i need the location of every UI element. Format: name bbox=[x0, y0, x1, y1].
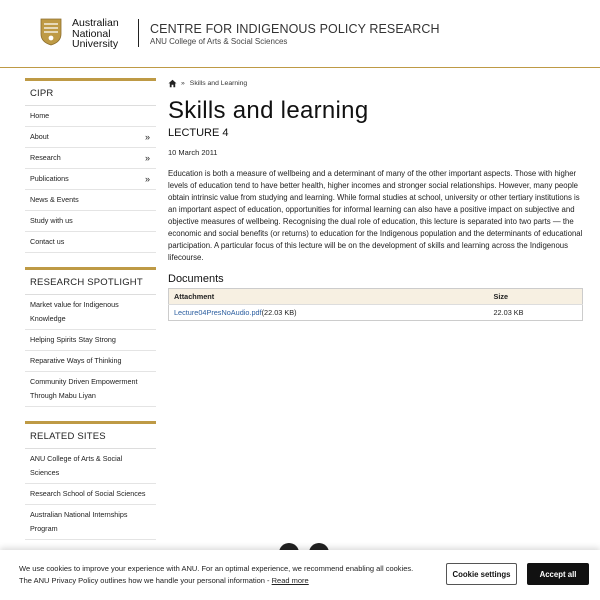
spotlight-item[interactable] bbox=[25, 351, 156, 372]
table-row bbox=[169, 305, 583, 321]
sidebar-item-label: Home bbox=[30, 111, 50, 120]
cookie-text bbox=[19, 563, 419, 587]
sidebar-item-label: News & Events bbox=[30, 195, 79, 204]
home-icon[interactable] bbox=[168, 79, 177, 88]
logo-line-2: National bbox=[72, 27, 111, 40]
sidebar-item-label: Research bbox=[30, 153, 61, 162]
attachment-inline-size: (22.03 KB) bbox=[261, 308, 297, 317]
spotlight-item-label: Community Driven Empowerment Through Mabu Liyan bbox=[30, 377, 138, 400]
related-item-label: Research School of Social Sciences bbox=[30, 489, 146, 498]
sidebar-item-publications[interactable] bbox=[25, 169, 156, 190]
header-divider bbox=[138, 19, 139, 47]
attachment-cell bbox=[169, 305, 489, 321]
chevron-right-double-icon[interactable]: » bbox=[144, 132, 150, 142]
documents-heading: Documents bbox=[168, 273, 224, 285]
chevron-right-double-icon[interactable]: » bbox=[144, 174, 150, 184]
related-item-label: ANU College of Arts & Social Sciences bbox=[30, 454, 123, 477]
cookie-settings-button[interactable]: Cookie settings bbox=[446, 563, 517, 585]
logo-line-1: Australian bbox=[72, 17, 119, 29]
size-cell: 22.03 KB bbox=[489, 305, 583, 321]
spotlight-item[interactable] bbox=[25, 330, 156, 351]
related-item[interactable] bbox=[25, 505, 156, 540]
sidebar-item-news-events[interactable] bbox=[25, 190, 156, 211]
breadcrumb-current: Skills and Learning bbox=[189, 80, 248, 87]
logo-line-3: University bbox=[72, 38, 119, 50]
column-header-size: Size bbox=[489, 289, 583, 305]
spotlight-item-label: Helping Spirits Stay Strong bbox=[30, 335, 116, 344]
sidebar-item-label: Publications bbox=[30, 174, 69, 183]
anu-logo[interactable] bbox=[40, 18, 130, 50]
breadcrumb bbox=[168, 78, 583, 89]
publish-date: 10 March 2011 bbox=[168, 148, 218, 157]
related-item-label: Australian National Internships Program bbox=[30, 510, 128, 533]
read-more-link[interactable]: Read more bbox=[271, 576, 309, 585]
page-subtitle: LECTURE 4 bbox=[168, 127, 229, 139]
sidebar-nav-heading[interactable]: CIPR bbox=[25, 81, 156, 106]
cookie-banner bbox=[0, 550, 600, 600]
sidebar-item-label: About bbox=[30, 132, 49, 141]
sidebar-spotlight bbox=[25, 267, 156, 407]
sidebar-related bbox=[25, 421, 156, 540]
sidebar-item-label: Study with us bbox=[30, 216, 73, 225]
sidebar bbox=[25, 78, 156, 554]
accept-all-button[interactable]: Accept all bbox=[527, 563, 589, 585]
sidebar-item-about[interactable] bbox=[25, 127, 156, 148]
spotlight-item-label: Reparative Ways of Thinking bbox=[30, 356, 122, 365]
anu-crest-icon bbox=[40, 18, 62, 46]
spotlight-item[interactable] bbox=[25, 295, 156, 330]
main-content bbox=[168, 78, 583, 321]
sidebar-item-study[interactable] bbox=[25, 211, 156, 232]
sidebar-nav bbox=[25, 78, 156, 253]
spotlight-item[interactable] bbox=[25, 372, 156, 407]
related-heading: RELATED SITES bbox=[25, 424, 156, 449]
column-header-attachment: Attachment bbox=[169, 289, 489, 305]
related-item[interactable] bbox=[25, 449, 156, 484]
site-header bbox=[0, 0, 600, 68]
chevron-right-double-icon[interactable]: » bbox=[144, 153, 150, 163]
sidebar-item-contact[interactable] bbox=[25, 232, 156, 253]
page-title: Skills and learning bbox=[168, 97, 369, 124]
attachment-link[interactable]: Lecture04PresNoAudio.pdf bbox=[174, 308, 262, 317]
sidebar-item-label: Contact us bbox=[30, 237, 65, 246]
related-item[interactable] bbox=[25, 484, 156, 505]
sidebar-item-home[interactable] bbox=[25, 106, 156, 127]
table-header-row bbox=[169, 289, 583, 305]
cookie-message: We use cookies to improve your experience with ANU. For an optimal experience, we recommend enabling all cookies. The ANU Privacy Policy outlines how we handle your personal information - bbox=[19, 564, 414, 585]
site-subtitle[interactable]: ANU College of Arts & Social Sciences bbox=[150, 37, 288, 46]
attachments-table bbox=[168, 288, 583, 321]
site-title[interactable]: CENTRE FOR INDIGENOUS POLICY RESEARCH bbox=[150, 22, 440, 36]
sidebar-item-research[interactable] bbox=[25, 148, 156, 169]
spotlight-item-label: Market value for Indigenous Knowledge bbox=[30, 300, 119, 323]
body-paragraph: Education is both a measure of wellbeing and a determinant of many of the other important aspects. Those with higher levels of education tend to have better health, higher incomes and stronger social relationships. However, many people obtain intrinsic value from studying and learning. While formal studies at school, university or other tertiary institutions is an important aspect of education, opportunities for informal learning can also have a positive impact on subjective and objective measures of wellbeing. Recognising the dual role of education, this lecture is separated into two parts — the economic and social benefits (or returns) to education for the Indigenous population and the determinants of educational participation. A particular focus of this lecture will be on the development of skills and learning across the Indigenous lifecourse. bbox=[168, 169, 583, 262]
spotlight-heading: RESEARCH SPOTLIGHT bbox=[25, 270, 156, 295]
breadcrumb-separator: » bbox=[181, 80, 185, 87]
